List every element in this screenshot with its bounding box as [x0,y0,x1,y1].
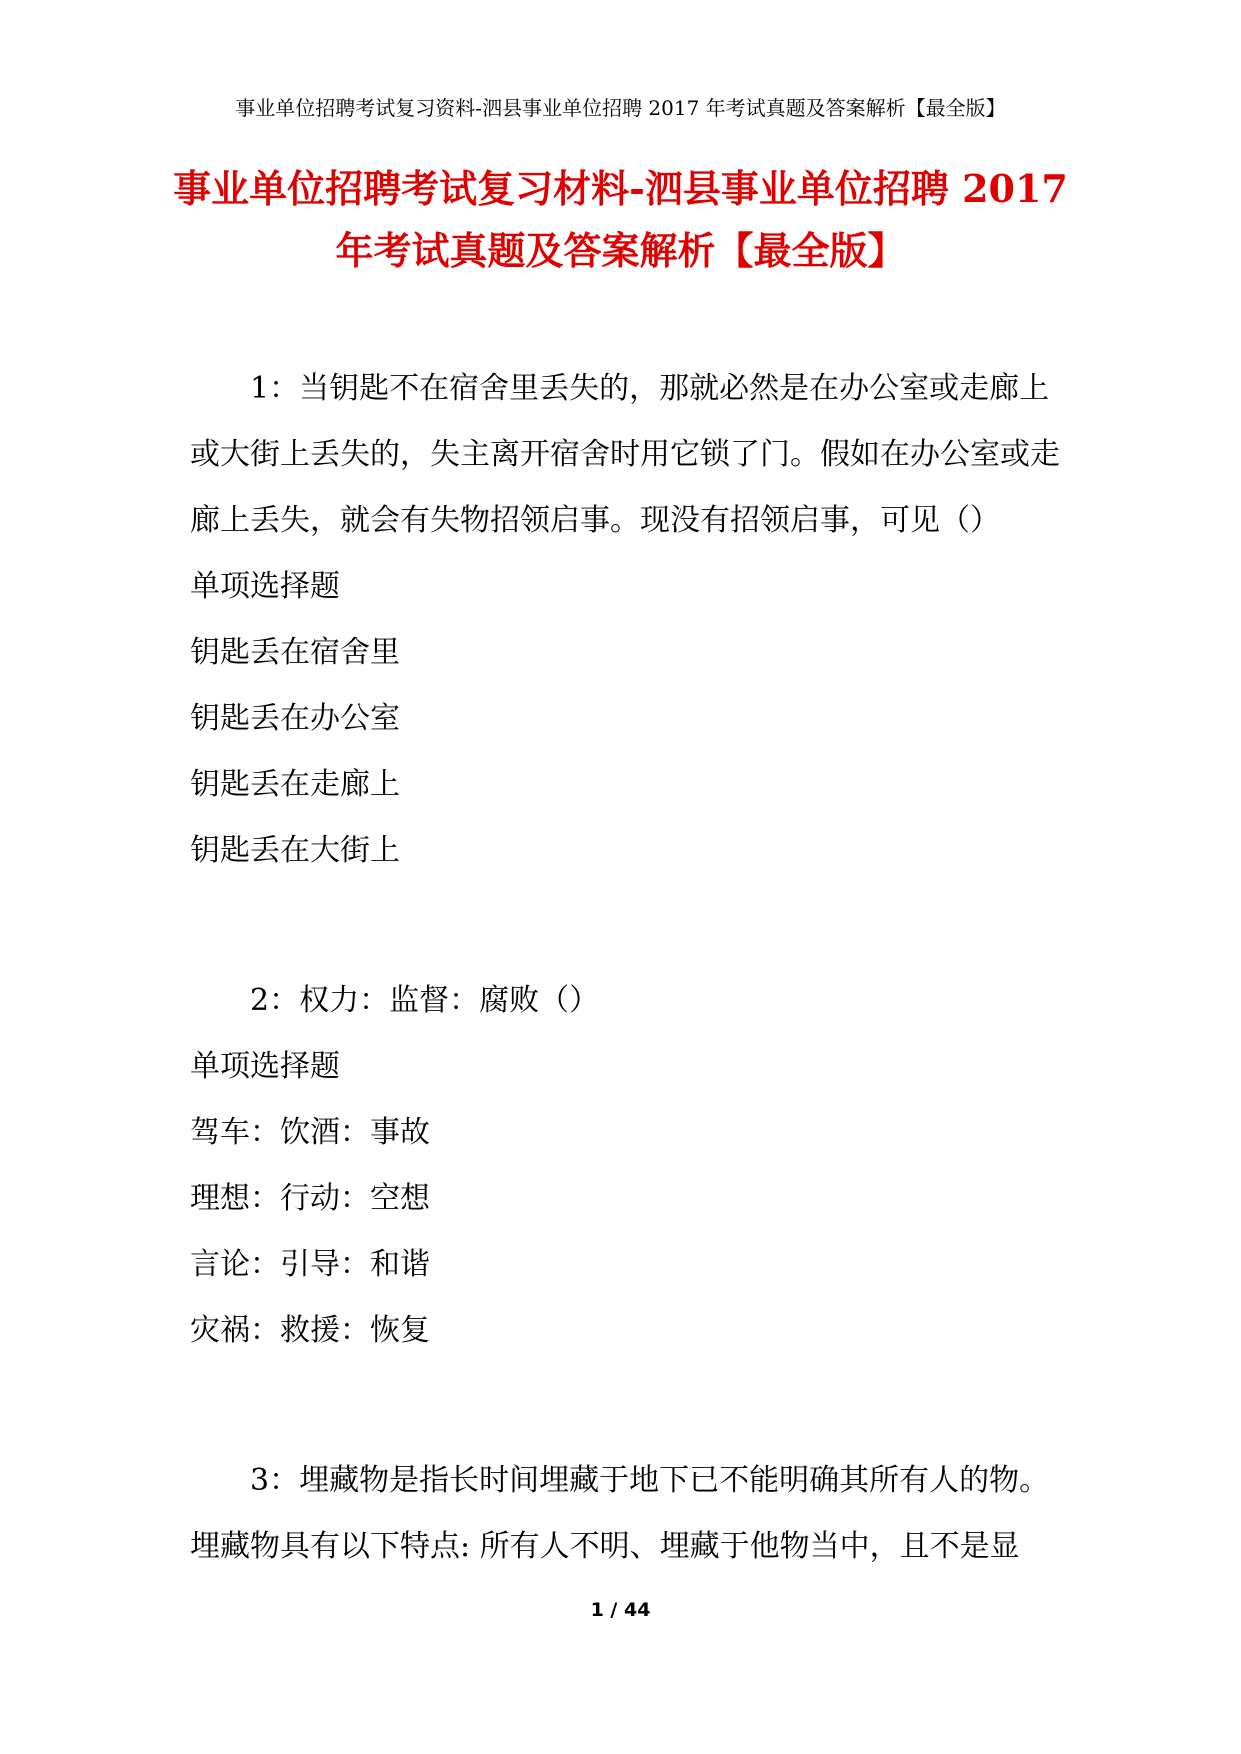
question-stem: 3：埋藏物是指长时间埋藏于地下已不能明确其所有人的物。埋藏物具有以下特点: 所有人不明、埋藏于他物当中，且不是显 [190,1463,1050,1564]
option: 灾祸：救援：恢复 [190,1313,430,1348]
option: 钥匙丢在办公室 [190,701,400,736]
option: 理想：行动：空想 [190,1181,430,1216]
question-stem: 2：权力：监督：腐败（） [250,983,600,1018]
title-line-1: 事业单位招聘考试复习材料-泗县事业单位招聘 2017 [173,166,1068,211]
option: 钥匙丢在宿舍里 [190,635,400,670]
question-2 [190,968,1070,1364]
question-3 [190,1448,1070,1580]
option: 钥匙丢在走廊上 [190,767,400,802]
page-number: 1 / 44 [590,1599,651,1621]
spacer [190,1364,1070,1448]
question-1 [190,356,1070,884]
title-line-2: 年考试真题及答案解析【最全版】 [335,228,906,273]
question-stem: 1：当钥匙不在宿舍里丢失的，那就必然是在办公室或走廊上或大街上丢失的，失主离开宿舍时用它锁了门。假如在办公室或走廊上丢失，就会有失物招领启事。现没有招领启事，可见（） [190,371,1060,538]
running-header: 事业单位招聘考试复习资料-泗县事业单位招聘 2017 年考试真题及答案解析【最全版】 [235,96,1006,120]
question-type: 单项选择题 [190,569,340,604]
option: 钥匙丢在大街上 [190,833,400,868]
option: 言论：引导：和谐 [190,1247,430,1282]
question-type: 单项选择题 [190,1049,340,1084]
option: 驾车：饮酒：事故 [190,1115,430,1150]
document-title [150,158,1091,282]
document-body [190,356,1070,1580]
spacer [190,884,1070,968]
